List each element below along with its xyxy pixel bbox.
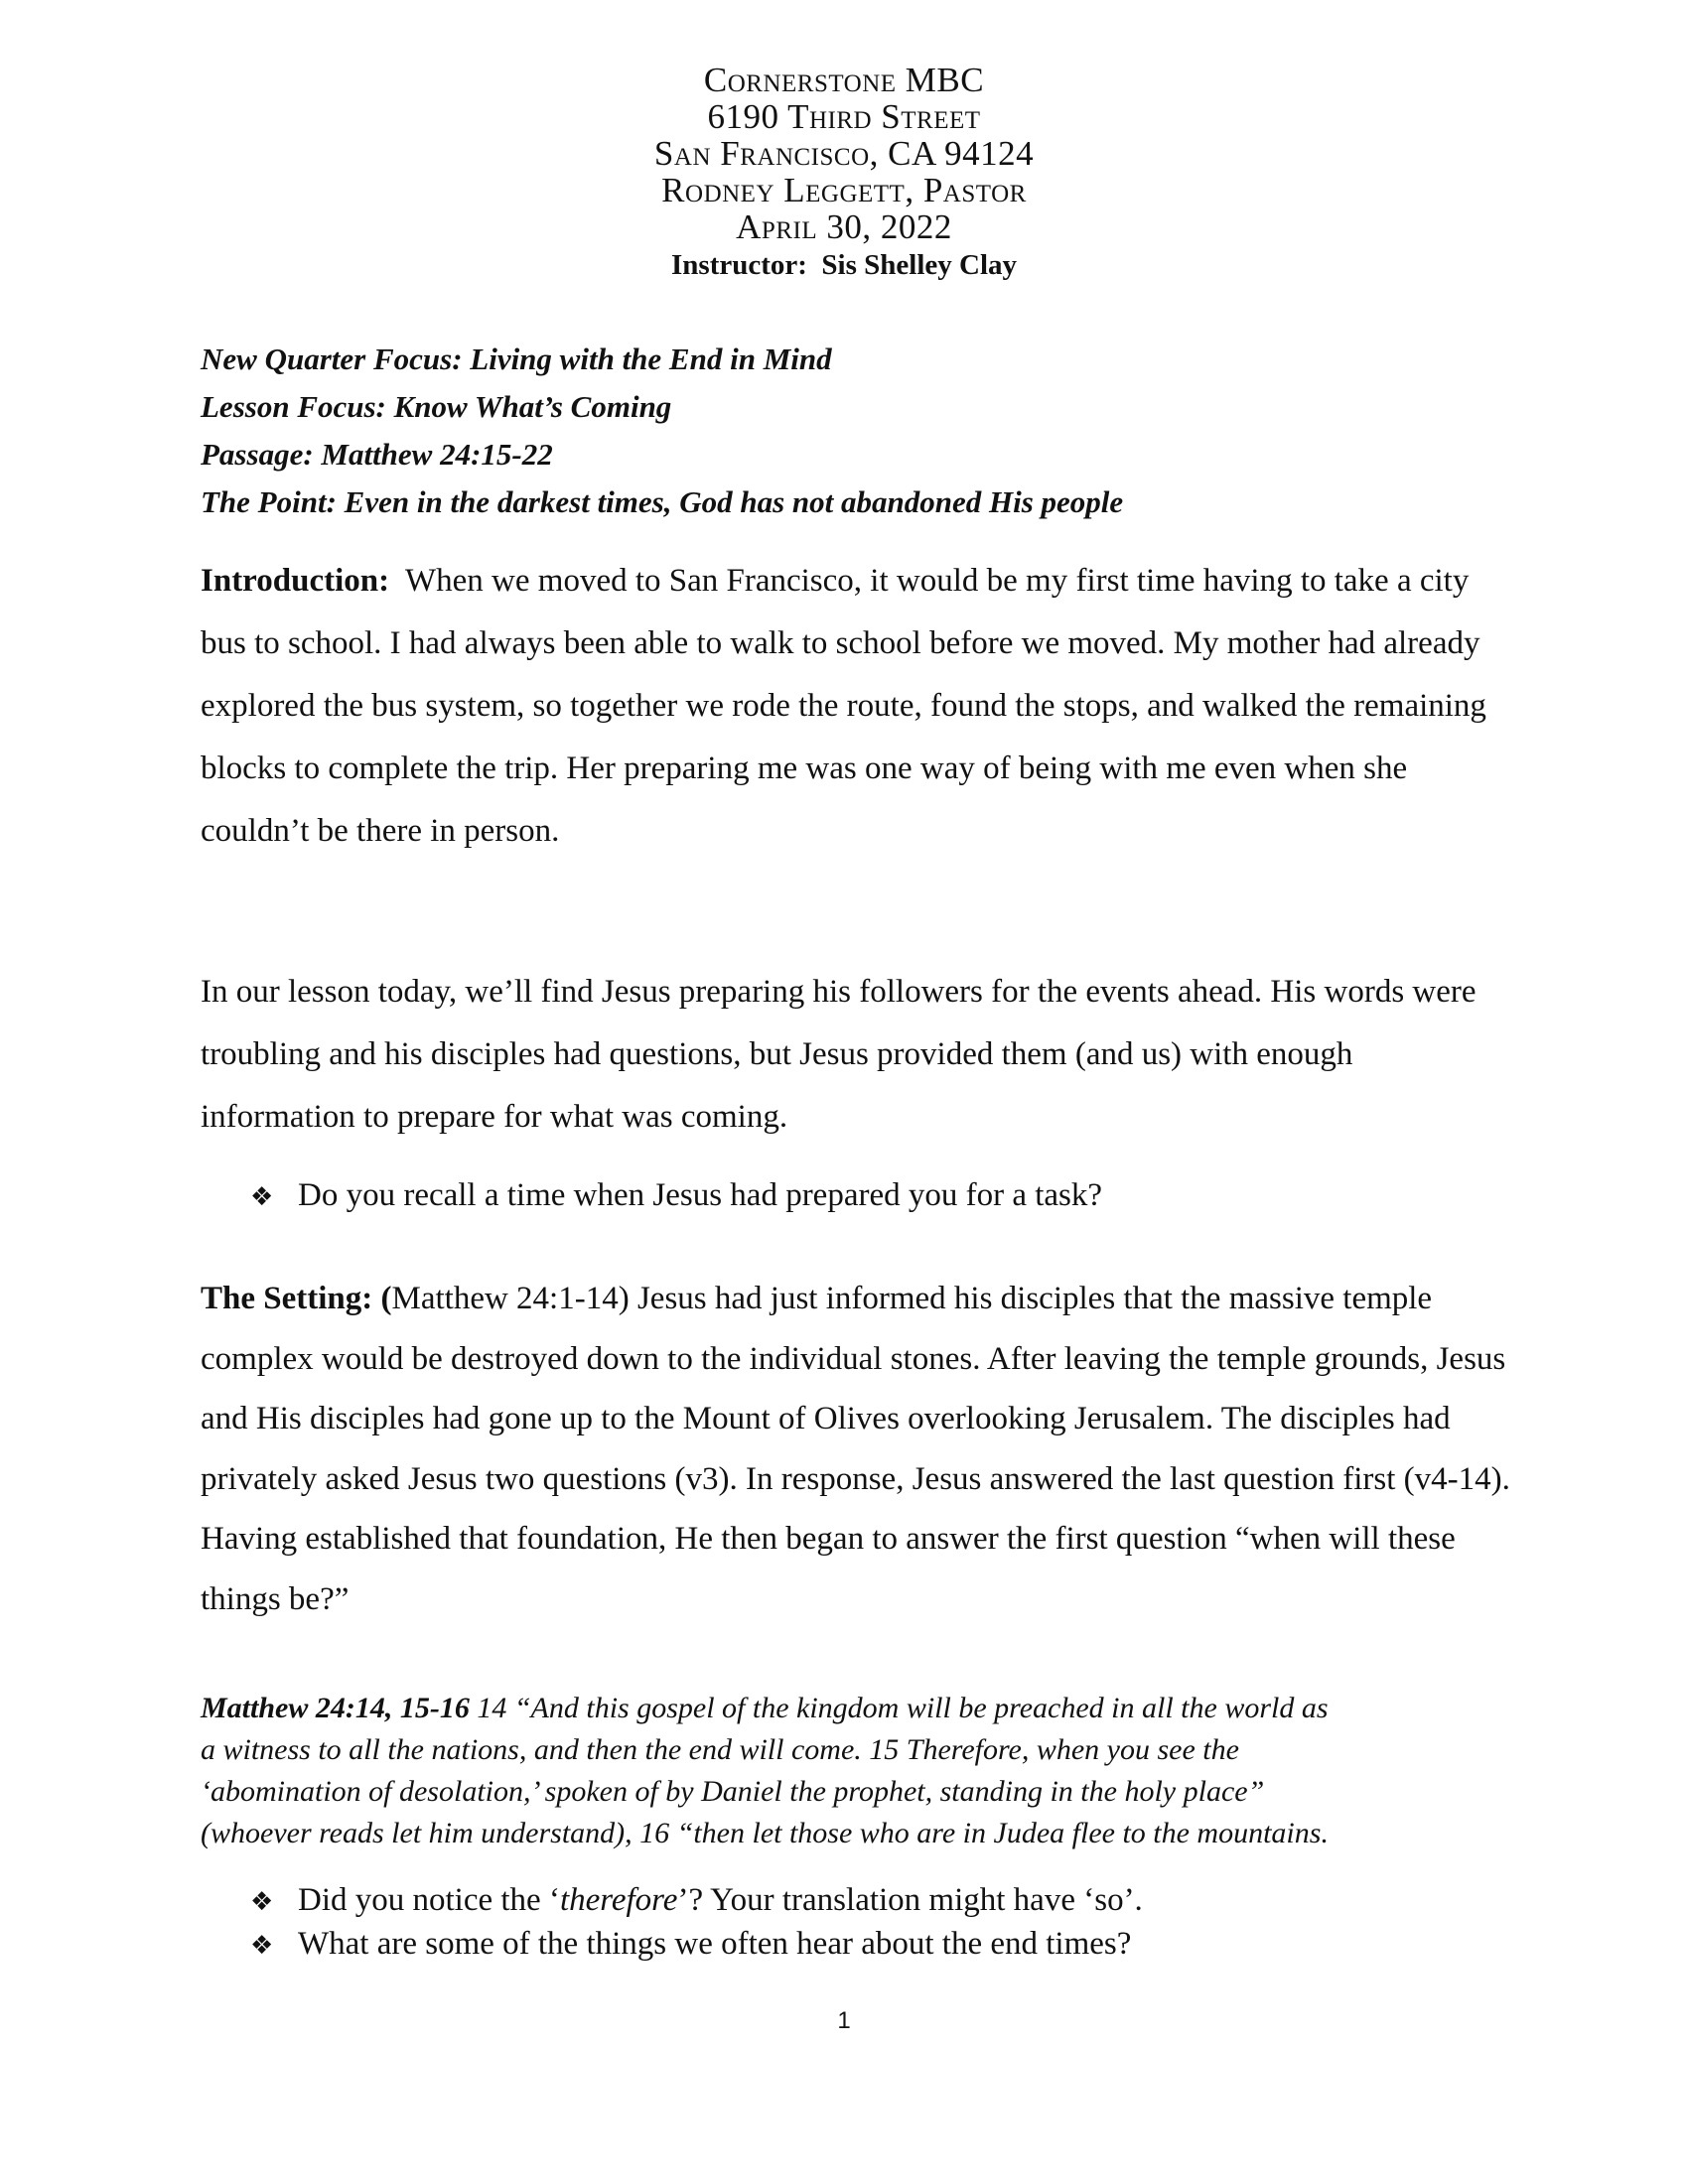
church-city: San Francisco, CA 94124 [653,134,1035,173]
list-item [250,1923,1511,1967]
question-text: What are some of the things we often hear about the end times? [298,1926,1132,1962]
scripture-line [201,1688,1511,1729]
scripture-line: a witness to all the nations, and then the end will come. 15 Therefore, when you see the [201,1733,1239,1766]
question-text: Do you recall a time when Jesus had prepared you for a task? [298,1177,1103,1213]
introduction-text: When we moved to San Francisco, it would be my first time having to take a city bus to school. I had always been able to walk to school before we moved. My mother had already explored the bus system, so together we rode the route, found the stops, and walked the remaining blocks to complete the trip. Her preparing me was one way of being with me even when she couldn’t be there in person. [201,563,1486,849]
scripture-block [201,1688,1511,1854]
quarter-focus: New Quarter Focus: Living with the End in Mind [201,341,832,376]
introduction-paragraph [201,550,1511,863]
setting-label: The Setting: ( [201,1281,392,1316]
question-text: Did you notice the ‘therefore’? Your translation might have ‘so’. [298,1882,1143,1918]
passage: Passage: Matthew 24:15-22 [201,437,553,472]
page-number: 1 [837,2007,851,2034]
question-list-1 [250,1177,1511,1214]
instructor-line: Instructor: Sis Shelley Clay [671,249,1017,281]
list-item [250,1879,1511,1923]
lesson-focus: Lesson Focus: Know What’s Coming [201,389,672,424]
the-point: The Point: Even in the darkest times, God has not abandoned His people [201,484,1124,519]
focus-block [201,336,1511,526]
church-name: Cornerstone MBC [703,61,985,99]
scripture-line: (whoever reads let him understand), 16 “then let those who are in Judea flee to the mountains. [201,1817,1329,1849]
setting-text: Matthew 24:1-14) Jesus had just informed his disciples that the massive temple complex would be destroyed down to the individual stones. After leaving the temple grounds, Jesus and His disciples had gone up to the Mount of Olives overlooking Jerusalem. The disciples had privately asked Jesus two questions (v3). In response, Jesus answered the last question first (v4-14). Having established that foundation, He then began to answer the first question “when will these things be?” [201,1281,1510,1617]
lesson-paragraph: In our lesson today, we’ll find Jesus preparing his followers for the events ahead. His words were troubling and his disciples had questions, but Jesus provided them (and us) with enough information to prepare for what was coming. [201,974,1477,1135]
scripture-line: ‘abomination of desolation,’ spoken of by Daniel the prophet, standing in the holy place” [201,1775,1265,1808]
church-street: 6190 Third Street [707,97,981,136]
setting-paragraph [201,1269,1511,1629]
bullet-icon: ❖ [250,1931,274,1961]
bullet-icon: ❖ [250,1182,274,1212]
scripture-reference: Matthew 24:14, 15-16 [201,1692,470,1724]
lesson-date: April 30, 2022 [736,207,952,246]
church-header [0,62,1688,285]
question-list-2 [250,1879,1511,1967]
scripture-text: 14 “And this gospel of the kingdom will be preached in all the world as [469,1692,1329,1724]
introduction-label: Introduction: [201,563,390,599]
pastor-name: Rodney Leggett, Pastor [661,171,1027,209]
list-item [250,1177,1511,1214]
bullet-icon: ❖ [250,1887,274,1917]
italic-word: therefore [559,1882,678,1918]
